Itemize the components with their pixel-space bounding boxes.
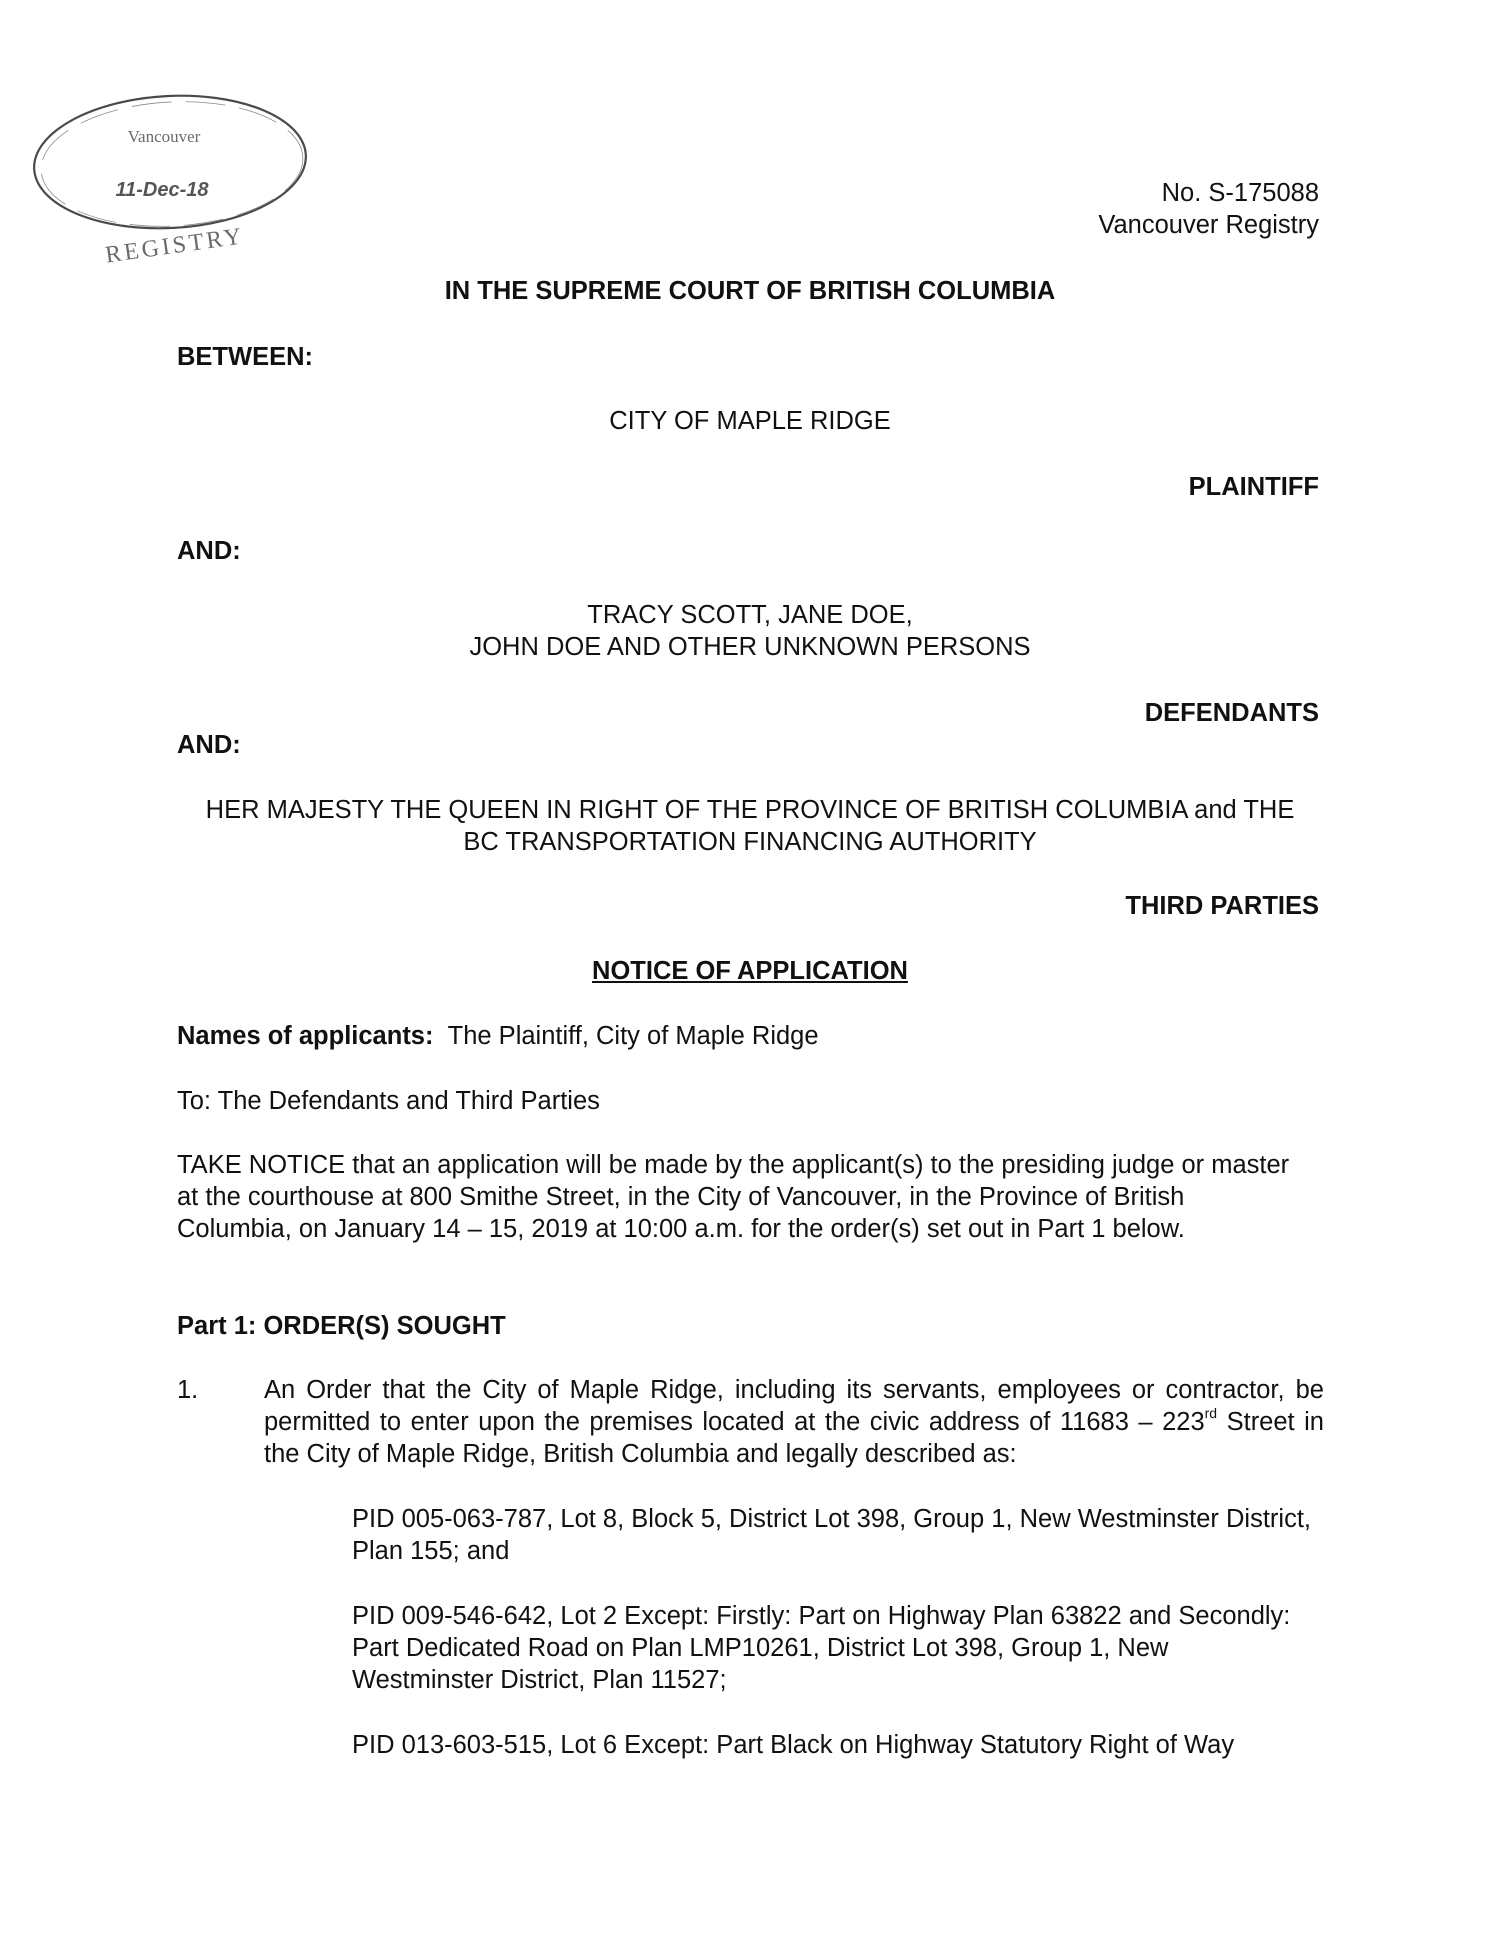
- stamp-date: 11-Dec-18: [115, 179, 209, 201]
- part1-heading: Part 1: ORDER(S) SOUGHT: [177, 1312, 506, 1340]
- order-item-text-end: Street in the City of Maple Ridge, British Columbia and legally described as:: [264, 1408, 1324, 1468]
- and-label-1: AND:: [177, 537, 241, 565]
- registry-name: Vancouver Registry: [1098, 211, 1319, 239]
- order-item-superscript: rd: [1204, 1405, 1218, 1421]
- between-label: BETWEEN:: [177, 343, 313, 371]
- third-parties-line-1: HER MAJESTY THE QUEEN IN RIGHT OF THE PROVINCE OF BRITISH COLUMBIA and THE: [205, 796, 1295, 824]
- legal-description-3: PID 013-603-515, Lot 6 Except: Part Black on Highway Statutory Right of Way: [352, 1731, 1235, 1759]
- applicants-value: The Plaintiff, City of Maple Ridge: [447, 1022, 819, 1050]
- legal-description-1: PID 005-063-787, Lot 8, Block 5, District Lot 398, Group 1, New Westminster District, Plan 155; and: [352, 1505, 1312, 1565]
- order-item-text: [264, 1374, 1324, 1470]
- to-line: To: The Defendants and Third Parties: [177, 1087, 600, 1115]
- third-parties-line-2: BC TRANSPORTATION FINANCING AUTHORITY: [463, 828, 1037, 856]
- stamp-registry: REGISTRY: [103, 223, 246, 269]
- applicants-line: [177, 1020, 819, 1052]
- legal-description-2: PID 009-546-642, Lot 2 Except: Firstly: Part on Highway Plan 63822 and Secondly: Part Dedicated Road on Plan LMP10261, District Lot 398, Group 1, New Westminster District, Plan 11527;: [352, 1602, 1291, 1694]
- take-notice-paragraph: TAKE NOTICE that an application will be made by the applicant(s) to the presiding judge or master at the courthouse at 800 Smithe Street, in the City of Vancouver, in the Province of British Columbia, on January 14 – 15, 2019 at 10:00 a.m. for the order(s) set out in Part 1 below.: [177, 1151, 1290, 1243]
- registry-stamp: [22, 80, 322, 269]
- applicants-label: Names of applicants:: [177, 1022, 434, 1050]
- defendants-line-2: JOHN DOE AND OTHER UNKNOWN PERSONS: [469, 633, 1031, 661]
- and-label-2: AND:: [177, 731, 241, 759]
- order-item-text-main: An Order that the City of Maple Ridge, including its servants, employees or contractor, be permitted to enter upon the premises located at the civic address of 11683 – 223: [264, 1376, 1324, 1436]
- defendants-role: DEFENDANTS: [1144, 699, 1319, 727]
- defendants-line-1: TRACY SCOTT, JANE DOE,: [587, 601, 913, 629]
- stamp-location: Vancouver: [127, 127, 201, 146]
- order-item-number: 1.: [177, 1376, 199, 1404]
- plaintiff-name: CITY OF MAPLE RIDGE: [609, 407, 891, 435]
- file-number: No. S-175088: [1161, 179, 1319, 207]
- notice-title: NOTICE OF APPLICATION: [592, 957, 908, 985]
- court-title: IN THE SUPREME COURT OF BRITISH COLUMBIA: [444, 277, 1056, 305]
- third-parties-role: THIRD PARTIES: [1125, 892, 1319, 920]
- stamp-seal-icon: [22, 80, 322, 269]
- plaintiff-role: PLAINTIFF: [1188, 473, 1319, 501]
